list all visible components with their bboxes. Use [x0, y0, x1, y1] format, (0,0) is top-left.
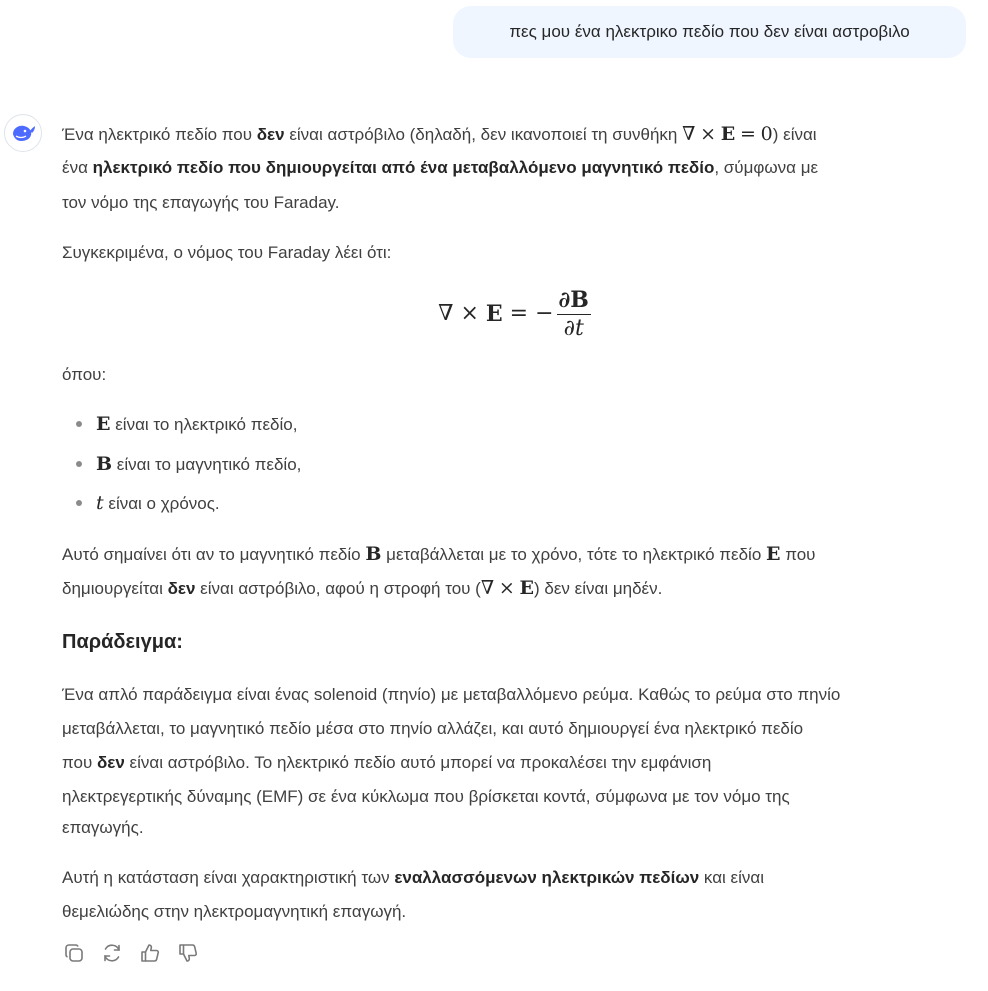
- eq-times: ×: [460, 301, 479, 326]
- paragraph-6-line-1: [62, 861, 967, 895]
- paragraph-2: Συγκεκριμένα, ο νόμος του Faraday λέει ότι:: [62, 243, 392, 262]
- text: Ένα ηλεκτρικό πεδίο που: [62, 125, 257, 144]
- user-message-bubble: [453, 6, 966, 58]
- text: που: [780, 545, 816, 564]
- bullet-dot: [76, 421, 82, 427]
- assistant-avatar: [4, 114, 42, 152]
- like-button[interactable]: [138, 940, 162, 966]
- thumbs-down-icon: [177, 942, 199, 964]
- copy-button[interactable]: [62, 940, 86, 966]
- math-E: E: [720, 123, 736, 145]
- regenerate-icon: [101, 942, 123, 964]
- paragraph-5-line-4: ηλεκτρεγερτικής δύναμης (EMF) σε ένα κύκλωμα που βρίσκεται κοντά, σύμφωνα με τον νόμο της: [62, 787, 790, 806]
- paragraph-5-line-1: Ένα απλό παράδειγμα είναι ένας solenoid (πηνίο) με μεταβαλλόμενο ρεύμα. Καθώς το ρεύμα στο πηνίο: [62, 685, 841, 704]
- paragraph-1-line-1: [62, 117, 967, 152]
- text: που: [62, 753, 97, 772]
- eq-numerator: ∂B: [558, 286, 589, 313]
- text: και είναι: [699, 868, 764, 887]
- user-message-text: πες μου ένα ηλεκτρικο πεδίο που δεν είναι αστροβιλο: [509, 22, 910, 41]
- bullet-dot: [76, 500, 82, 506]
- list-symbol: E: [96, 413, 111, 435]
- bold-text: δεν: [256, 125, 285, 144]
- paragraph-4-line-1: [62, 537, 967, 572]
- text: ) είναι: [772, 125, 817, 144]
- text: Αυτό σημαίνει ότι αν το μαγνητικό πεδίο: [62, 545, 366, 564]
- section-heading: Παράδειγμα:: [62, 631, 183, 653]
- math-nabla: ∇: [480, 577, 495, 599]
- eq-denominator: ∂t: [563, 315, 584, 341]
- math-eq: =: [739, 123, 756, 145]
- paragraph-6-line-2: θεμελιώδης στην ηλεκτρομαγνητική επαγωγή.: [62, 902, 407, 921]
- bold-text: δεν: [167, 579, 196, 598]
- message-actions: [62, 940, 200, 968]
- math-nabla: ∇: [682, 123, 696, 145]
- text: ) δεν είναι μηδέν.: [534, 579, 663, 598]
- math-times: ×: [498, 577, 515, 599]
- text: ένα: [62, 158, 93, 177]
- list-item: [96, 486, 988, 521]
- list-symbol: B: [96, 453, 113, 475]
- list-item: [96, 447, 988, 482]
- bullet-dot: [76, 461, 82, 467]
- bold-text: δεν: [96, 753, 125, 772]
- text: δημιουργείται: [62, 579, 168, 598]
- paragraph-4-line-2: [62, 571, 967, 606]
- math-E: E: [766, 543, 781, 565]
- whale-logo-icon: [10, 122, 36, 144]
- copy-icon: [63, 942, 85, 964]
- text: είναι αστρόβιλο, αφού η στροφή του (: [195, 579, 481, 598]
- eq-fraction: [557, 286, 591, 343]
- paragraph-1-line-2: [62, 151, 967, 185]
- text: είναι αστρόβιλο (δηλαδή, δεν ικανοποιεί τη συνθήκη: [284, 125, 683, 144]
- bold-text: ηλεκτρικό πεδίο που δημιουργείται από ένα μεταβαλλόμενο μαγνητικό πεδίο: [92, 158, 715, 177]
- text: , σύμφωνα με: [714, 158, 819, 177]
- paragraph-1-line-3: τον νόμο της επαγωγής του Faraday.: [62, 193, 340, 212]
- eq-E: E: [485, 301, 503, 327]
- math-B: B: [365, 543, 382, 565]
- eq-minus: −: [535, 301, 554, 326]
- faraday-equation: [62, 284, 967, 344]
- list-item: [96, 407, 988, 442]
- eq-equals: =: [509, 301, 529, 326]
- list-text: είναι το ηλεκτρικό πεδίο,: [110, 415, 298, 434]
- list-text: είναι το μαγνητικό πεδίο,: [112, 455, 302, 474]
- thumbs-up-icon: [139, 942, 161, 964]
- bold-text: εναλλασσόμενων ηλεκτρικών πεδίων: [394, 868, 700, 887]
- list-text: είναι ο χρόνος.: [103, 494, 220, 513]
- paragraph-5-line-5: επαγωγής.: [62, 818, 144, 837]
- text: Αυτή η κατάσταση είναι χαρακτηριστική των: [62, 868, 395, 887]
- paragraph-5-line-3: [62, 746, 967, 780]
- text: μεταβάλλεται με το χρόνο, τότε το ηλεκτρικό πεδίο: [381, 545, 766, 564]
- paragraph-3: όπου:: [62, 365, 107, 384]
- dislike-button[interactable]: [176, 940, 200, 966]
- math-zero: 0: [760, 123, 773, 145]
- math-E: E: [519, 577, 534, 599]
- list-symbol: t: [96, 492, 104, 514]
- eq-nabla: ∇: [438, 301, 454, 326]
- math-times: ×: [700, 123, 717, 145]
- text: είναι αστρόβιλο. Το ηλεκτρικό πεδίο αυτό μπορεί να προκαλέσει την εμφάνιση: [124, 753, 712, 772]
- paragraph-5-line-2: μεταβάλλεται, το μαγνητικό πεδίο μέσα στο πηνίο αλλάζει, και αυτό δημιουργεί ένα ηλεκτρικό πεδίο: [62, 719, 804, 738]
- regenerate-button[interactable]: [100, 940, 124, 966]
